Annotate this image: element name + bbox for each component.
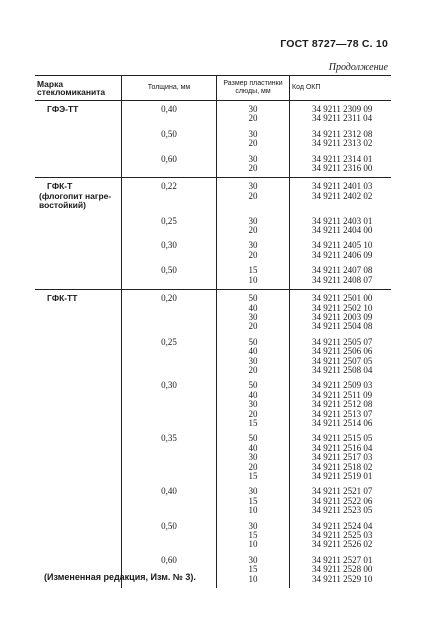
cell-mica-size: 30 20 (217, 124, 290, 149)
table-row (35, 550, 391, 588)
cell-thickness: 0,50 (122, 124, 217, 149)
cell-mica-size: 30 15 10 (217, 550, 290, 588)
cell-mica-size: 30 20 (217, 149, 290, 178)
cell-grade (35, 516, 122, 550)
cell-grade: ГФЭ-ТТ (47, 104, 79, 114)
cell-grade (35, 481, 122, 515)
cell-okp-code: 34 9211 2403 01 34 9211 2404 00 (290, 211, 392, 236)
cell-okp-code: 34 9211 2314 01 34 9211 2316 00 (290, 149, 392, 178)
cell-mica-size: 30 20 (217, 101, 290, 124)
cell-okp-code: 34 9211 2524 04 34 9211 2525 03 34 9211 2526 02 (290, 516, 392, 550)
cell-grade (35, 550, 122, 588)
cell-okp-code: 34 9211 2407 08 34 9211 2408 07 (290, 260, 392, 289)
col-header-mica-size: Размер пластинки слюды, мм (217, 76, 290, 101)
cell-thickness: 0,25 (122, 332, 217, 376)
table-body (35, 101, 391, 589)
cell-mica-size: 30 15 10 (217, 481, 290, 515)
cell-grade (35, 211, 122, 236)
cell-grade (35, 428, 122, 481)
cell-grade (35, 332, 122, 376)
cell-okp-code: 34 9211 2527 01 34 9211 2528 00 34 9211 2529 10 (290, 550, 392, 588)
cell-thickness: 0,50 (122, 260, 217, 289)
cell-thickness: 0,35 (122, 428, 217, 481)
cell-mica-size: 50 40 30 20 15 (217, 428, 290, 481)
cell-thickness: 0,60 (122, 550, 217, 588)
cell-thickness: 0,20 (122, 290, 217, 332)
cell-grade: ГФК-ТТ (47, 293, 78, 304)
cell-grade (35, 124, 122, 149)
cell-thickness: 0,22 (122, 178, 217, 211)
cell-okp-code: 34 9211 2505 07 34 9211 2506 06 34 9211 2507 05 34 9211 2508 04 (290, 332, 392, 376)
cell-grade: ГФК-Т (флогопит нагре- востойкий) (39, 181, 112, 211)
cell-grade (35, 149, 122, 178)
col-header-okp-code: Код ОКП (290, 76, 392, 101)
col-header-thickness: Толщина, мм (122, 76, 217, 101)
table-row (35, 101, 391, 124)
table-row (35, 235, 391, 260)
cell-thickness: 0,50 (122, 516, 217, 550)
table-row (35, 178, 391, 211)
cell-okp-code: 34 9211 2509 03 34 9211 2511 09 34 9211 2512 08 34 9211 2513 07 34 9211 2514 06 (290, 375, 392, 428)
table-row (35, 516, 391, 550)
cell-mica-size: 50 40 30 20 (217, 332, 290, 376)
amendment-note: (Измененная редакция, Изм. № 3). (44, 572, 196, 582)
cell-mica-size: 50 40 30 20 (217, 290, 290, 332)
cell-thickness: 0,30 (122, 375, 217, 428)
cell-okp-code: 34 9211 2312 08 34 9211 2313 02 (290, 124, 392, 149)
cell-thickness: 0,40 (122, 481, 217, 515)
table-row (35, 332, 391, 376)
cell-grade (35, 260, 122, 289)
table-row (35, 211, 391, 236)
cell-okp-code: 34 9211 2401 03 34 9211 2402 02 (290, 178, 392, 211)
cell-okp-code: 34 9211 2405 10 34 9211 2406 09 (290, 235, 392, 260)
table-row (35, 124, 391, 149)
cell-okp-code: 34 9211 2501 00 34 9211 2502 10 34 9211 2003 09 34 9211 2504 08 (290, 290, 392, 332)
page-header: ГОСТ 8727—78 С. 10 (280, 38, 388, 50)
table-row (35, 481, 391, 515)
okp-code-table (35, 75, 391, 588)
continuation-label: Продолжение (328, 62, 388, 73)
cell-grade (35, 375, 122, 428)
cell-thickness: 0,30 (122, 235, 217, 260)
cell-mica-size: 30 20 (217, 178, 290, 211)
table-header (35, 76, 391, 101)
cell-mica-size: 30 20 (217, 211, 290, 236)
table-row (35, 290, 391, 332)
cell-okp-code: 34 9211 2309 09 34 9211 2311 04 (290, 101, 392, 124)
cell-okp-code: 34 9211 2521 07 34 9211 2522 06 34 9211 2523 05 (290, 481, 392, 515)
cell-thickness: 0,40 (122, 101, 217, 124)
cell-thickness: 0,60 (122, 149, 217, 178)
table-row (35, 149, 391, 178)
cell-mica-size: 50 40 30 20 15 (217, 375, 290, 428)
table-row (35, 428, 391, 481)
table-row (35, 260, 391, 289)
cell-grade (35, 235, 122, 260)
col-header-grade: Марка стекломиканита (35, 76, 122, 101)
cell-mica-size: 30 15 10 (217, 516, 290, 550)
cell-mica-size: 30 20 (217, 235, 290, 260)
table-row (35, 375, 391, 428)
cell-mica-size: 15 10 (217, 260, 290, 289)
cell-thickness: 0,25 (122, 211, 217, 236)
cell-okp-code: 34 9211 2515 05 34 9211 2516 04 34 9211 2517 03 34 9211 2518 02 34 9211 2519 01 (290, 428, 392, 481)
